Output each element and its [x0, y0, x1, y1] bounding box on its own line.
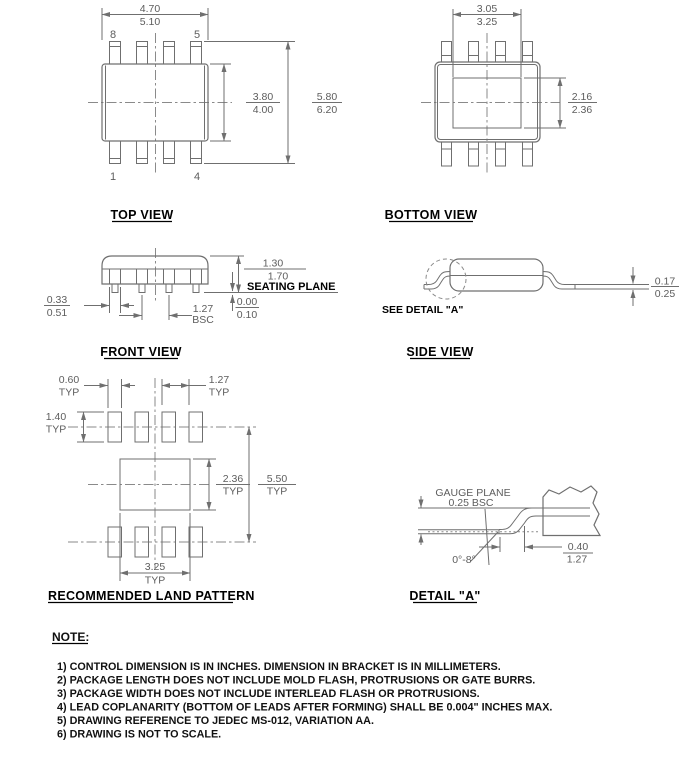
- dim-value: 0.10: [236, 309, 258, 321]
- dim-lead-width: [44, 287, 134, 319]
- dim-unit: TYP: [222, 485, 244, 498]
- dim-lead-pitch: [119, 295, 214, 326]
- note-item-4: 4) LEAD COPLANARITY (BOTTOM OF LEADS AFTER FORMING) SHALL BE 0.004" INCHES MAX.: [57, 701, 553, 714]
- dim-value: 1.27: [192, 303, 214, 315]
- dim-overall-height: [249, 427, 296, 542]
- dim-value: 4.70: [139, 3, 161, 15]
- dim-value: 0.25: [654, 288, 676, 300]
- note-item-3: 3) PACKAGE WIDTH DOES NOT INCLUDE INTERLEAD FLASH OR PROTRUSIONS.: [57, 688, 480, 700]
- dim-value: 5.50: [266, 473, 288, 485]
- right-lead: [543, 272, 575, 290]
- dim-unit: TYP: [266, 485, 288, 498]
- notes-heading: NOTE:: [52, 630, 90, 644]
- gauge-offset-label: 0.25 BSC: [448, 497, 494, 509]
- detail-a-callout-circle: [426, 259, 466, 299]
- dim-value: 2.16: [571, 91, 593, 103]
- angle-annotation: [452, 509, 498, 566]
- top-view: [88, 3, 342, 222]
- dim-unit: BSC: [192, 314, 214, 326]
- seating-plane-label: SEATING PLANE: [247, 281, 336, 293]
- dim-unit: TYP: [208, 386, 230, 399]
- dim-value: 3.05: [476, 3, 498, 15]
- package-body-break: [543, 486, 600, 536]
- bottom-view: [385, 3, 597, 222]
- note-item-6: 6) DRAWING IS NOT TO SCALE.: [57, 728, 222, 741]
- dim-pitch: [162, 374, 229, 405]
- dim-value: 2.36: [571, 104, 593, 116]
- left-lead: [424, 272, 450, 290]
- view-title: FRONT VIEW: [100, 345, 182, 359]
- pin-label-4: 4: [193, 171, 201, 183]
- note-item-1: 1) CONTROL DIMENSION IS IN INCHES. DIMENSION IN BRACKET IS IN MILLIMETERS.: [57, 661, 501, 673]
- dim-value: 2.36: [222, 473, 244, 485]
- dim-value: 3.25: [144, 561, 166, 573]
- dim-value: 3.25: [476, 16, 498, 28]
- side-view: [382, 259, 679, 359]
- dim-value: 5.10: [139, 16, 161, 28]
- dim-value: 0.60: [58, 374, 80, 386]
- dim-unit: TYP: [45, 423, 67, 436]
- dim-value: 4.00: [252, 104, 274, 116]
- view-title: TOP VIEW: [110, 208, 174, 222]
- dim-value: 1.40: [45, 411, 67, 423]
- dim-value: 1.70: [267, 270, 289, 283]
- view-title: DETAIL "A": [409, 589, 481, 603]
- pin-label-1: 1: [109, 171, 117, 183]
- dim-unit: TYP: [58, 386, 80, 399]
- dim-value: 0.17: [654, 275, 676, 288]
- lead-profile: [499, 508, 590, 534]
- dim-value: 0.51: [46, 307, 68, 319]
- land-pattern: [46, 374, 296, 603]
- dim-unit: TYP: [144, 574, 166, 587]
- dim-value: 1.30: [262, 257, 284, 270]
- notes-section: [52, 630, 552, 741]
- dim-lead-thickness: [575, 267, 679, 306]
- dim-value: 0.00: [236, 296, 258, 308]
- see-detail-label: SEE DETAIL "A": [382, 304, 464, 316]
- dim-value: 1.27: [208, 374, 230, 386]
- detail-a: [409, 486, 600, 603]
- pin-label-8: 8: [109, 29, 117, 41]
- view-title: BOTTOM VIEW: [384, 208, 478, 222]
- dim-pad-width: [59, 374, 135, 408]
- view-title: RECOMMENDED LAND PATTERN: [48, 589, 255, 603]
- dim-value: 6.20: [316, 104, 338, 116]
- view-title: SIDE VIEW: [406, 345, 474, 359]
- dim-value: 3.80: [252, 91, 274, 103]
- dim-value: 1.27: [566, 553, 588, 566]
- front-view: [44, 248, 338, 359]
- dim-value: 5.80: [316, 91, 338, 103]
- dim-value: 0.40: [567, 541, 589, 553]
- pin-label-5: 5: [193, 29, 201, 41]
- dim-value: 0.33: [46, 294, 68, 306]
- angle-value: 0°-8°: [452, 554, 476, 566]
- note-item-5: 5) DRAWING REFERENCE TO JEDEC MS-012, VARIATION AA.: [57, 715, 374, 727]
- dim-standoff: [233, 272, 260, 321]
- gauge-plane-label: GAUGE PLANE: [435, 487, 511, 499]
- note-item-2: 2) PACKAGE LENGTH DOES NOT INCLUDE MOLD FLASH, PROTRUSIONS OR GATE BURRS.: [57, 674, 536, 687]
